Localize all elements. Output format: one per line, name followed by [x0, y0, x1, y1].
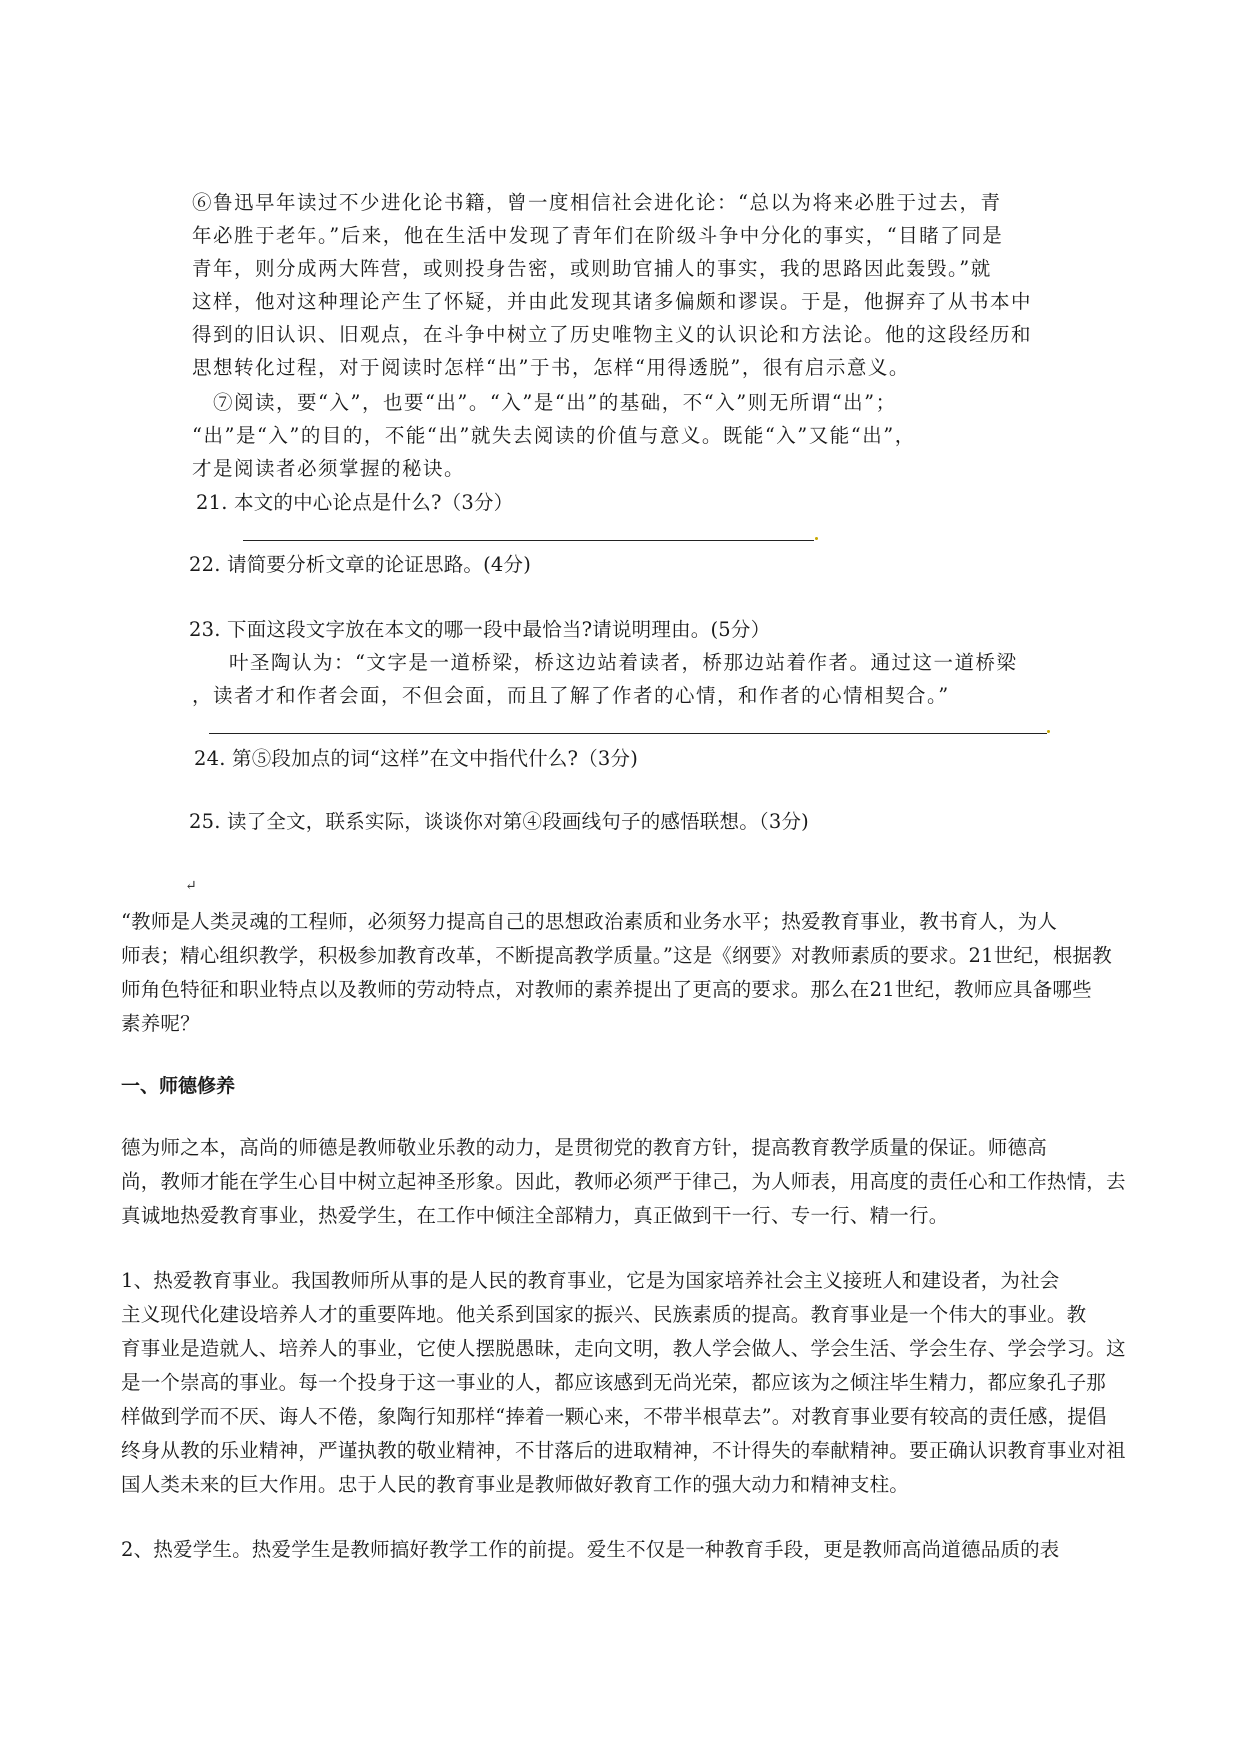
- essay-line: “教师是人类灵魂的工程师，必须努力提高自己的思想政治素质和业务水平；热爱教育事业，教书育人，为人: [121, 910, 1058, 933]
- essay-line: 师表；精心组织教学，积极参加教育改革，不断提高教学质量。”这是《纲要》对教师素质的要求。21世纪，根据教: [121, 944, 1112, 967]
- answer-line-marker: [815, 537, 818, 540]
- question-23-quote: 叶圣陶认为：“文字是一道桥梁，桥这边站着读者，桥那边站着作者。通过这一道桥梁: [229, 651, 1018, 674]
- essay-line: 样做到学而不厌、诲人不倦，象陶行知那样“捧着一颗心来，不带半根草去”。对教育事业要有较高的责任感，提倡: [121, 1405, 1107, 1428]
- passage-line: 年必胜于老年。”后来，他在生活中发现了青年们在阶级斗争中分化的事实，“目睹了同是: [192, 224, 1004, 247]
- question-21: 21. 本文的中心论点是什么?（3分）: [196, 491, 514, 514]
- passage-line: 得到的旧认识、旧观点，在斗争中树立了历史唯物主义的认识论和方法论。他的这段经历和: [192, 323, 1033, 346]
- question-23: 23. 下面这段文字放在本文的哪一段中最恰当?请说明理由。(5分）: [189, 618, 771, 641]
- question-22: 22. 请简要分析文章的论证思路。(4分): [189, 553, 532, 576]
- answer-line: [243, 540, 814, 541]
- passage-line: ⑦阅读，要“入”，也要“出”。“入”是“出”的基础，不“入”则无所谓“出”；: [192, 391, 897, 414]
- question-25: 25. 读了全文，联系实际，谈谈你对第④段画线句子的感悟联想。（3分): [189, 810, 809, 833]
- essay-line: 是一个崇高的事业。每一个投身于这一事业的人，都应该感到无尚光荣，都应该为之倾注毕生精力，都应象孔子那: [121, 1371, 1107, 1394]
- essay-line: 1、热爱教育事业。我国教师所从事的是人民的教育事业，它是为国家培养社会主义接班人和建设者，为社会: [121, 1269, 1060, 1292]
- essay-line: 育事业是造就人、培养人的事业，它使人摆脱愚昧，走向文明，教人学会做人、学会生活、学会生存、学会学习。这: [121, 1337, 1126, 1360]
- passage-line: 这样，他对这种理论产生了怀疑，并由此发现其诸多偏颇和谬误。于是，他摒弃了从书本中: [192, 290, 1033, 313]
- essay-line: 师角色特征和职业特点以及教师的劳动特点，对教师的素养提出了更高的要求。那么在21世纪，教师应具备哪些: [121, 978, 1092, 1001]
- passage-line: 思想转化过程，对于阅读时怎样“出”于书，怎样“用得透脱”，很有启示意义。: [192, 356, 910, 379]
- question-23-quote: ，读者才和作者会面，不但会面，而且了解了作者的心情，和作者的心情相契合。”: [192, 684, 950, 707]
- question-24: 24. 第⑤段加点的词“这样”在文中指代什么?（3分): [194, 747, 639, 770]
- essay-line: 主义现代化建设培养人才的重要阵地。他关系到国家的振兴、民族素质的提高。教育事业是一个伟大的事业。教: [121, 1303, 1087, 1326]
- essay-line: 尚，教师才能在学生心目中树立起神圣形象。因此，教师必须严于律己，为人师表，用高度的责任心和工作热情，去: [121, 1170, 1126, 1193]
- essay-line: 2、热爱学生。热爱学生是教师搞好教学工作的前提。爱生不仅是一种教育手段，更是教师高尚道德品质的表: [121, 1538, 1060, 1561]
- essay-line: 终身从教的乐业精神，严谨执教的敬业精神，不甘落后的进取精神，不计得失的奉献精神。要正确认识教育事业对祖: [121, 1439, 1126, 1462]
- passage-line: 青年，则分成两大阵营，或则投身告密，或则助官捕人的事实，我的思路因此轰毁。”就: [192, 257, 992, 280]
- passage-line: 才是阅读者必须掌握的秘诀。: [192, 457, 466, 480]
- essay-line: 素养呢？: [121, 1012, 200, 1035]
- answer-line-marker: [1047, 730, 1050, 733]
- answer-line: [209, 733, 1047, 734]
- section-heading: 一、师德修养: [121, 1075, 236, 1097]
- essay-line: 国人类未来的巨大作用。忠于人民的教育事业是教师做好教育工作的强大动力和精神支柱。: [121, 1473, 910, 1496]
- paragraph-mark: ↵: [185, 878, 197, 894]
- passage-line: “出”是“入”的目的，不能“出”就失去阅读的价值与意义。既能“入”又能“出”，: [192, 424, 916, 447]
- essay-line: 真诚地热爱教育事业，热爱学生，在工作中倾注全部精力，真正做到干一行、专一行、精一行。: [121, 1204, 949, 1227]
- essay-line: 德为师之本，高尚的师德是教师敬业乐教的动力，是贯彻党的教育方针，提高教育教学质量的保证。师德高: [121, 1136, 1047, 1159]
- passage-line: ⑥鲁迅早年读过不少进化论书籍，曾一度相信社会进化论：“总以为将来必胜于过去，青: [192, 191, 1002, 214]
